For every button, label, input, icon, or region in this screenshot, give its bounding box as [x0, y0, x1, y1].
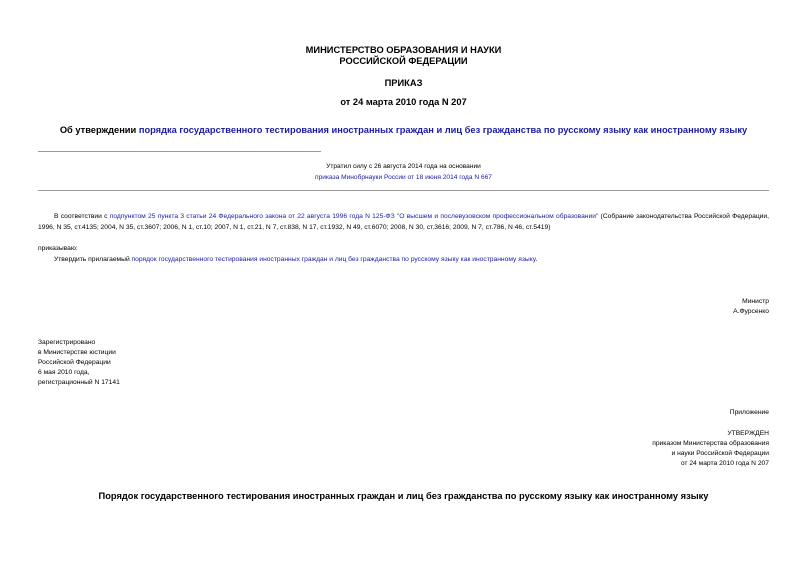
notice-bottom-rule: [38, 190, 769, 191]
notice-link[interactable]: приказа Минобрнауки России от 18 июня 2014 года N 667: [315, 174, 492, 181]
appendix-line-2: и науки Российской Федерации: [671, 450, 769, 457]
intro-law-link[interactable]: подпунктом 25 пункта 3 статьи 24 Федерального закона от 22 августа 1996 года N 125-ФЗ "О высшем и послевузовском профессиональном образовании": [109, 213, 599, 220]
registration-line-4: 6 мая 2010 года,: [38, 369, 90, 376]
appendix-line-1: приказом Министерства образования: [652, 440, 769, 447]
approve-suffix: .: [535, 256, 538, 263]
document-date-number: от 24 марта 2010 года N 207: [340, 97, 467, 107]
document-type: ПРИКАЗ: [384, 78, 423, 88]
intro-prefix: В соответствии с: [54, 213, 110, 220]
ministry-line-1: МИНИСТЕРСТВО ОБРАЗОВАНИЯ И НАУКИ: [305, 45, 502, 55]
document-title-prefix: Об утверждении: [59, 125, 139, 135]
intro-paragraph: [38, 211, 769, 233]
intro-suffix: (Собрание законодательства Российской Федерации, 1996, N 35, ст.4135; 2004, N 35, ст.3607; 2006, N 1, ст.10; 2007, N 1, ст.21, N 7, ст.838, N 17, ст.1932, N 49, ст.6070; 2008, N 30, ст.3616; 2009, N 7, ст.786, N 46, ст.5419): [38, 213, 769, 231]
notice-top-rule: [38, 151, 321, 152]
document-title: [0, 125, 807, 136]
registration-line-5: регистрационный N 17141: [38, 379, 120, 386]
appendix-title: Порядок государственного тестирования иностранных граждан и лиц без гражданства по русскому языку как иностранному языку: [98, 491, 709, 501]
ministry-line-2: РОССИЙСКОЙ ФЕДЕРАЦИИ: [339, 56, 468, 66]
appendix-approved: УТВЕРЖДЕН: [727, 430, 769, 437]
appendix-line-3: от 24 марта 2010 года N 207: [680, 460, 769, 467]
approve-prefix: Утвердить прилагаемый: [54, 256, 132, 263]
signature-name: А.Фурсенко: [733, 308, 769, 315]
notice-line: Утратил силу с 26 августа 2014 года на основании: [326, 163, 481, 170]
approve-procedure-link[interactable]: порядок государственного тестирования иностранных граждан и лиц без гражданства по русскому языку как иностранному языку: [131, 256, 536, 263]
signature-position: Министр: [742, 298, 769, 305]
registration-line-3: Российской Федерации: [38, 359, 111, 366]
document-title-link[interactable]: порядка государственного тестирования иностранных граждан и лиц без гражданства по русскому языку как иностранному языку: [138, 125, 748, 135]
appendix-label: Приложение: [729, 409, 769, 416]
approve-line: [54, 255, 537, 265]
registration-line-1: Зарегистрировано: [38, 339, 96, 346]
order-word: приказываю:: [38, 245, 78, 252]
registration-line-2: в Министерстве юстиции: [38, 349, 116, 356]
